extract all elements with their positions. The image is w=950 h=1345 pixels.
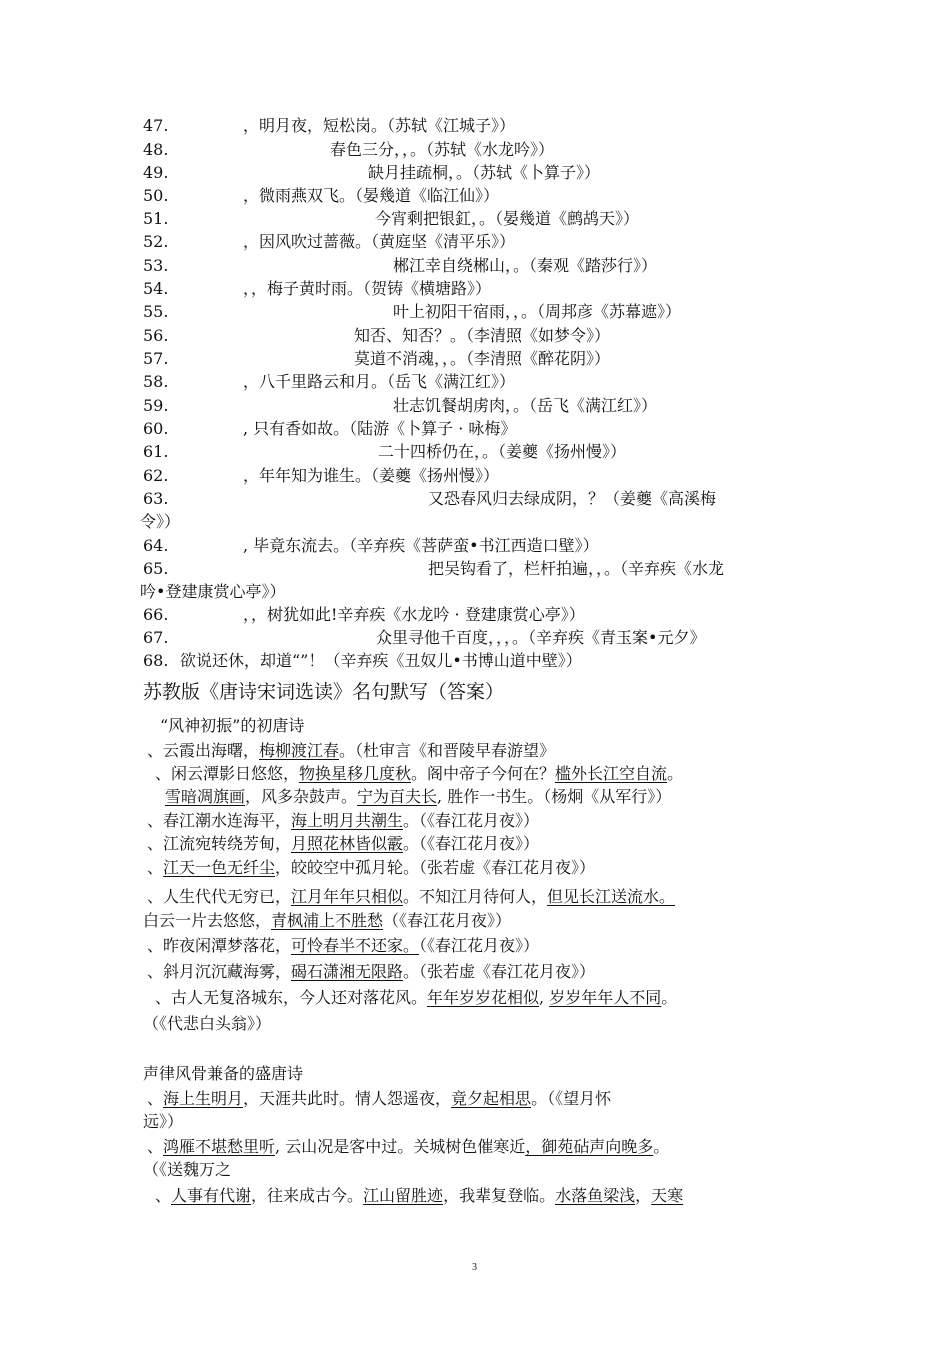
answer-text: 、春江潮水连海平，: [147, 811, 292, 830]
answer-text: 白云一片去悠悠，: [143, 911, 272, 930]
question-text: 把吴钩看了，栏杆拍遍，，。（辛弃疾《水龙: [428, 559, 725, 578]
answer-line: [147, 834, 539, 854]
question-text: ，，梅子黄时雨。（贺铸《横塘路》）: [243, 279, 492, 298]
answer-text: 、: [147, 1137, 164, 1156]
answer-blank-filled: 江山留胜迹: [363, 1186, 444, 1205]
answer-text: 、斜月沉沉藏海雾，: [147, 962, 292, 981]
question-text: ，，树犹如此!辛弃疾《水龙吟 · 登建康赏心亭》）: [243, 605, 585, 624]
answer-text: 。（《春江花月夜》）: [403, 811, 540, 830]
question-text: 叶上初阳干宿雨，，。（周邦彦《苏幕遮》）: [393, 302, 682, 321]
answer-text: 、: [155, 1186, 172, 1205]
answer-line: [143, 1112, 183, 1132]
answer-text: 。不知江月待何人，: [403, 887, 548, 906]
answer-blank-filled: 雪暗凋旗画: [165, 787, 246, 806]
answer-line: [147, 811, 539, 831]
answer-text: 、昨夜闲潭梦落花，: [147, 936, 292, 955]
answer-line: [143, 1160, 231, 1180]
question-number: 65.: [143, 559, 169, 578]
question-number: 64.: [143, 536, 169, 555]
question-text-continued: 吟•登建康赏心亭》）: [140, 582, 286, 601]
question-text: ，八千里路云和月。（岳飞《满江红》）: [243, 372, 516, 391]
answer-text: 、: [147, 858, 164, 877]
question-number: 56.: [143, 326, 169, 345]
question-text-continued: 令》）: [140, 512, 181, 531]
answer-blank-filled: 槛外长江空自流: [555, 764, 668, 783]
answer-line: [155, 988, 677, 1008]
answer-line: [165, 787, 671, 807]
answer-text: 。: [653, 1137, 670, 1156]
page-number: 3: [472, 1262, 477, 1273]
answer-blank-filled: 江天一色无纤尘: [163, 858, 276, 877]
answer-text: 。（杜审言《和晋陵早春游望》: [339, 741, 556, 760]
question-text: 春色三分，，。（苏轼《水龙吟》）: [330, 140, 555, 159]
answer-text: ，: [635, 1186, 652, 1205]
answer-blank-filled: 但见长江送流水。: [547, 887, 676, 906]
answer-text: 、古人无复洛城东，今人还对落花风。: [155, 988, 428, 1007]
answer-line: [147, 1089, 611, 1109]
answer-line: [155, 1186, 683, 1206]
answer-blank-filled: 竟夕起相思: [451, 1089, 532, 1108]
answer-text: （《送魏万之: [143, 1160, 232, 1179]
answer-blank-filled: 可怜春半不还家。: [291, 936, 420, 955]
question-number: 51.: [143, 209, 169, 228]
question-text: 莫道不消魂，，。（李清照《醉花阴》）: [354, 349, 611, 368]
question-text: 壮志饥餐胡虏肉，。（岳飞《满江红》）: [393, 396, 658, 415]
answer-blank-filled: 宁为百夫长: [357, 787, 438, 806]
question-number: 54.: [143, 279, 169, 298]
question-number: 49.: [143, 163, 169, 182]
answer-blank-filled: 海上生明月: [163, 1089, 244, 1108]
question-text: ，因风吹过蔷薇。（黄庭坚《清平乐》）: [243, 232, 516, 251]
question-number: 59.: [143, 396, 169, 415]
question-text: 缺月挂疏桐，。（苏轼《卜算子》）: [368, 163, 601, 182]
question-text: ，明月夜，短松岗。（苏轼《江城子》）: [243, 116, 516, 135]
answer-text: ，我辈复登临。: [443, 1186, 556, 1205]
question-text: 众里寻他千百度，，，。（辛弃疾《青玉案•元夕》: [376, 628, 706, 647]
answer-blank-filled: 江月年年只相似: [291, 887, 404, 906]
question-number: 66.: [143, 605, 169, 624]
answer-text: , 胜作一书生。（杨炯《从军行》）: [437, 787, 672, 806]
question-number: 63.: [143, 489, 169, 508]
answer-blank-filled: 海上明月共潮生: [291, 811, 404, 830]
answer-blank-filled: ，御苑砧声向晚多: [525, 1137, 654, 1156]
answer-blank-filled: 鸿雁不堪愁里听: [163, 1137, 276, 1156]
question-number: 68.: [143, 651, 169, 670]
section-title-high-tang: 声律风骨兼备的盛唐诗: [143, 1064, 304, 1083]
question-text: , 毕竟东流去。（辛弃疾《菩萨蛮•书江西造口壁》）: [243, 536, 599, 555]
answer-blank-filled: 水落鱼梁浅: [555, 1186, 636, 1205]
question-number: 52.: [143, 232, 169, 251]
answer-text: 。（《望月怀: [531, 1089, 612, 1108]
question-text: , 只有香如故。（陆游《卜算子 · 咏梅》: [243, 419, 517, 438]
answer-text: ，风多杂鼓声。: [245, 787, 358, 806]
question-number: 48.: [143, 140, 169, 159]
answer-line: [143, 911, 511, 931]
question-number: 50.: [143, 186, 169, 205]
answer-blank-filled: 月照花林皆似霰: [291, 834, 404, 853]
answer-line: [147, 1137, 669, 1157]
question-text: 二十四桥仍在，。（姜夔《扬州慢》）: [378, 442, 627, 461]
answer-text: （《代悲白头翁》）: [143, 1014, 272, 1033]
question-number: 60.: [143, 419, 169, 438]
question-number: 58.: [143, 372, 169, 391]
question-text: 郴江幸自绕郴山，。（秦观《踏莎行》）: [393, 256, 658, 275]
answer-text: ，皎皎空中孤月轮。（张若虚《春江花月夜》）: [275, 858, 596, 877]
answer-line: [147, 887, 675, 907]
question-text: 知否、知否？。（李清照《如梦令》）: [354, 326, 611, 345]
answer-text: 。: [661, 988, 678, 1007]
answer-blank-filled: 年年岁岁花相似: [427, 988, 540, 1007]
question-number: 67.: [143, 628, 169, 647]
question-number: 62.: [143, 466, 169, 485]
question-number: 57.: [143, 349, 169, 368]
answer-line: [147, 962, 595, 982]
answer-text: 、云霞出海曙，: [147, 741, 260, 760]
answer-text: 远》）: [143, 1112, 184, 1131]
question-text: ，年年知为谁生。（姜夔《扬州慢》）: [243, 466, 500, 485]
question-text: 今宵剩把银釭，。（晏幾道《鹧鸪天》）: [375, 209, 640, 228]
answer-text: ,: [539, 988, 550, 1007]
question-number: 61.: [143, 442, 169, 461]
answer-blank-filled: 梅柳渡江春: [259, 741, 340, 760]
answer-text: ，天涯共此时。情人怨遥夜，: [243, 1089, 452, 1108]
answer-text: 、人生代代无穷已，: [147, 887, 292, 906]
answer-text: 。阁中帝子今何在？: [411, 764, 556, 783]
question-number: 47.: [143, 116, 169, 135]
answer-text: , 云山况是客中过。关城树色催寒近: [275, 1137, 526, 1156]
answers-title: 苏教版《唐诗宋词选读》名句默写（答案）: [143, 681, 505, 703]
answer-text: 、江流宛转绕芳甸，: [147, 834, 292, 853]
answer-text: 。（张若虚《春江花月夜》）: [403, 962, 596, 981]
question-text: ，微雨燕双飞。（晏幾道《临江仙》）: [243, 186, 500, 205]
answer-line: [147, 936, 539, 956]
answer-text: （《春江花月夜》）: [419, 936, 540, 955]
answer-text: 。: [667, 764, 684, 783]
question-number: 55.: [143, 302, 169, 321]
answer-blank-filled: 物换星移几度秋: [299, 764, 412, 783]
answer-blank-filled: 天寒: [651, 1186, 684, 1205]
answer-text: 、: [147, 1089, 164, 1108]
question-text: 又恐春风归去绿成阴，？（姜夔《高溪梅: [428, 489, 717, 508]
answer-text: ，往来成古今。: [251, 1186, 364, 1205]
answer-text: 、闲云潭影日悠悠，: [155, 764, 300, 783]
answer-line: [155, 764, 683, 784]
question-text: 欲说还休，却道“”！（辛弃疾《丑奴儿•书博山道中壁》）: [180, 651, 582, 670]
answer-line: [143, 1014, 271, 1034]
answer-text: （《春江花月夜》）: [383, 911, 512, 930]
question-number: 53.: [143, 256, 169, 275]
answer-blank-filled: 岁岁年年人不同: [549, 988, 662, 1007]
answer-blank-filled: 青枫浦上不胜愁: [271, 911, 384, 930]
answer-line: [147, 858, 595, 878]
section-title-early-tang: “风神初振”的初唐诗: [160, 716, 305, 735]
answer-line: [147, 741, 555, 761]
answer-blank-filled: 碣石潇湘无限路: [291, 962, 404, 981]
answer-blank-filled: 人事有代谢: [171, 1186, 252, 1205]
answer-text: 。（《春江花月夜》）: [403, 834, 540, 853]
